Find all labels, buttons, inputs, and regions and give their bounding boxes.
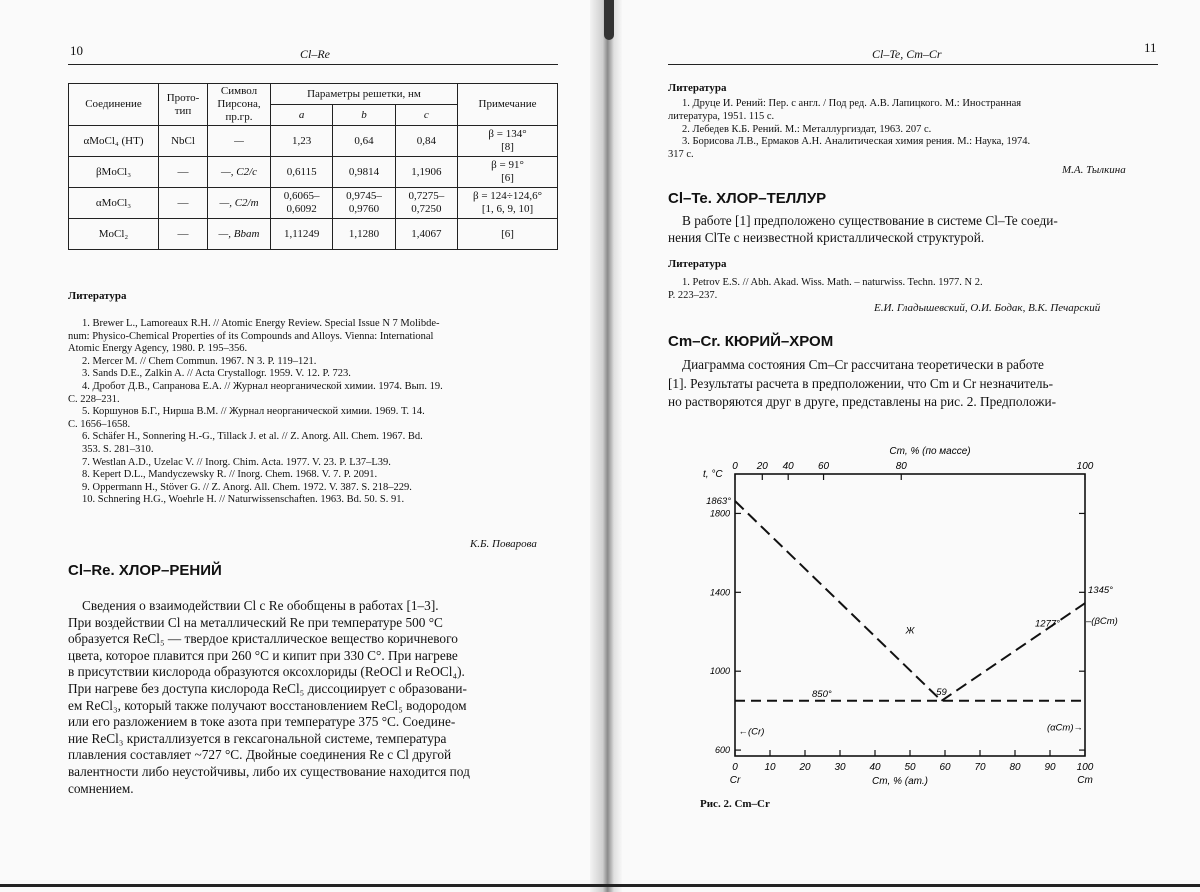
chart-annotation: (αCm)→ (1046, 722, 1083, 734)
table-body (69, 126, 558, 250)
text-line: 3. Борисова Л.В., Ермаков А.Н. Аналитическая химия рения. М.: Наука, 1974. (682, 136, 1031, 148)
text-line: 2. Mercer M. // Chem Commun. 1967. N 3. P. 119–121. (82, 355, 317, 367)
x-tick-label: 100 (1076, 762, 1094, 773)
y-tick-label: 600 (714, 745, 730, 756)
text-line: 1. Друце И. Рений: Пер. с англ. / Под ред. А.В. Лапицкого. М.: Иностранная (682, 98, 1022, 109)
literature-title-2: Литература (668, 258, 727, 270)
table-cell-c: 1,4067 (395, 219, 457, 250)
text-line: num: Physico-Chemical Properties of its Compounds and Alloys. Vienna: International (68, 330, 434, 342)
x-tick-label: 70 (974, 762, 986, 773)
top-tick-label: 80 (895, 461, 907, 472)
section-body-cl-re (68, 598, 558, 797)
text-line: С. 1656–1658. (68, 418, 131, 430)
x-tick-label: 30 (834, 762, 846, 773)
text-line: В работе [1] предположено существование в системе Cl–Te соеди- (682, 213, 1058, 228)
col-symbol: Символ Пирсона, пр.гр. (208, 84, 271, 126)
x-end-label-left: Cr (729, 775, 741, 786)
table-cell-compound: MoCl₂ (69, 219, 159, 250)
table-cell-note: β = 124÷124,6° [1, 6, 9, 10] (458, 188, 558, 219)
text-line: При нагреве без доступа кислорода ReCl₅ диссоциирует с образовани- (68, 680, 467, 696)
table-cell-prototype: NbCl (159, 126, 208, 157)
x-tick-label: 10 (764, 762, 776, 773)
table-cell-b: 0,9745– 0,9760 (333, 188, 395, 219)
chart-annotation: 59 (936, 686, 947, 698)
col-compound: Соединение (69, 84, 159, 126)
section-body-cl-te (668, 212, 1158, 246)
x-tick-label: 0 (732, 762, 738, 773)
series-line-0 (735, 501, 942, 701)
table-cell-a: 0,6065– 0,6092 (271, 188, 333, 219)
lattice-table (68, 83, 558, 250)
top-tick-label: 20 (756, 461, 768, 472)
top-tick-label: 60 (817, 461, 830, 472)
chart-annotation: Ж (905, 625, 915, 637)
chart-annotation: ←(Cr) (738, 726, 765, 738)
plot-frame (735, 474, 1085, 756)
text-line: 317 с. (668, 149, 694, 161)
table-cell-prototype: — (159, 219, 208, 250)
x-tick-label: 40 (869, 762, 881, 773)
page-number: 11 (1144, 40, 1157, 55)
table-cell-note: β = 134° [8] (458, 126, 558, 157)
text-line: валентности либо неустойчивы, либо их существование находится под (68, 763, 470, 779)
table-cell-c: 0,7275– 0,7250 (395, 188, 457, 219)
text-line: 3. Sands D.E., Zalkin A. // Acta Crystallogr. 1959. V. 12. P. 723. (82, 368, 351, 380)
table-cell-b: 1,1280 (333, 219, 395, 250)
section-title-cm-cr: Cm–Cr. КЮРИЙ–ХРОМ (668, 333, 834, 350)
x-tick-label: 90 (1044, 762, 1056, 773)
table-cell-a: 0,6115 (271, 157, 333, 188)
table-cell-a: 1,23 (271, 126, 333, 157)
text-line: литература, 1951. 115 с. (668, 110, 775, 122)
text-line: С. 228–231. (68, 393, 120, 405)
text-line: цвета, которое плавится при 260 °С и кипит при 330 С°. При нагреве (68, 647, 458, 663)
figure-caption: Рис. 2. Cm–Cr (700, 798, 770, 810)
author-signature: К.Б. Поварова (470, 538, 537, 550)
x-end-label-right: Cm (1077, 775, 1093, 786)
col-note: Примечание (458, 84, 558, 126)
text-line: P. 223–237. (668, 290, 718, 301)
author-signature-2: Е.И. Гладышевский, О.И. Бодак, В.К. Печарский (874, 302, 1101, 314)
running-head: Cl–Re (300, 47, 330, 61)
head-rule (68, 64, 558, 65)
table-cell-b: 0,64 (333, 126, 395, 157)
y-tick-label: 1800 (709, 508, 730, 519)
x-tick-label: 80 (1009, 762, 1021, 773)
reference-list-2 (668, 276, 1158, 302)
table-cell-a: 1,11249 (271, 219, 333, 250)
x-tick-label: 20 (799, 762, 811, 773)
text-line: 2. Лебедев К.Б. Рений. М.: Металлургиздат, 1963. 207 с. (682, 123, 932, 135)
literature-title: Литература (68, 290, 127, 302)
chart-annotation: 1345° (1088, 585, 1113, 597)
section-body-cm-cr (668, 356, 1158, 412)
table-cell-c: 0,84 (395, 126, 457, 157)
top-axis-label: Cm, % (по массе) (889, 446, 971, 457)
text-line: 1. Brewer L., Lamoreaux R.H. // Atomic Energy Review. Special Issue N 7 Molibde- (82, 318, 440, 329)
top-tick-label: 0 (732, 461, 738, 472)
text-line: 7. Westlan A.D., Uzelac V. // Inorg. Chim. Acta. 1977. V. 23. P. L37–L39. (82, 456, 391, 468)
col-c: c (395, 105, 457, 126)
x-tick-label: 60 (939, 762, 951, 773)
table-header-row (69, 84, 558, 105)
text-line: Диаграмма состояния Cm–Cr рассчитана теоретически в работе (682, 357, 1044, 372)
text-line: 353. S. 281–310. (82, 443, 154, 455)
text-line: образуется ReCl₅ — твердое кристаллическое вещество коричневого (68, 631, 458, 647)
col-prototype: Прото- тип (159, 84, 208, 126)
table-cell-c: 1,1906 (395, 157, 457, 188)
running-head: Cl–Te, Cm–Cr (872, 47, 942, 61)
table-cell-note: [6] (458, 219, 558, 250)
y-tick-label: 1000 (709, 666, 730, 677)
x-axis-label: Cm, % (ат.) (872, 776, 928, 787)
text-line: 1. Petrov E.S. // Abh. Akad. Wiss. Math. – naturwiss. Techn. 1977. N 2. (682, 277, 983, 288)
phase-diagram-chart (690, 436, 1120, 816)
chart-annotation: 850° (812, 688, 832, 700)
chart-annotation: 1863° (706, 496, 731, 508)
text-line: но растворяются друг в друге, представлены на рис. 2. Предположи- (668, 394, 1057, 409)
section-title-cl-te: Cl–Te. ХЛОР–ТЕЛЛУР (668, 190, 827, 207)
text-line: Сведения о взаимодействии Cl с Re обобщены в работах [1–3]. (82, 598, 439, 613)
page-number: 10 (70, 43, 83, 58)
table-row (69, 219, 558, 250)
chart-annotation: –(βCm) (1086, 616, 1118, 628)
y-tick-label: 1400 (709, 587, 730, 598)
text-line: 6. Schäfer H., Sonnering H.-G., Tillack J. et al. // Z. Anorg. All. Chem. 1967. Bd. (82, 431, 423, 443)
table-cell-symbol: —, Bbam (208, 219, 271, 250)
reference-list (668, 98, 1158, 162)
text-line: в присутствии кислорода образуются оксохлориды (ReOCl и ReOCl₄). (68, 664, 465, 680)
col-b: b (333, 105, 395, 126)
table-row (69, 188, 558, 219)
table-cell-compound: αMoCl₃ (69, 188, 159, 219)
table-row (69, 126, 558, 157)
col-a: a (271, 105, 333, 126)
text-line: нения ClTe с неизвестной кристаллической структурой. (668, 230, 985, 245)
text-line: 5. Коршунов Б.Г., Нирша В.М. // Журнал неорганической химии. 1969. Т. 14. (82, 406, 425, 418)
text-line: При воздействии Cl на металлический Re при температуре 500 °С (68, 614, 443, 630)
table-cell-symbol: — (208, 126, 271, 157)
chart-annotation: 1277° (1035, 618, 1060, 630)
reference-list (68, 318, 558, 507)
table-cell-compound: αMoCl₄ (НТ) (69, 126, 159, 157)
table-cell-symbol: —, C2/c (208, 157, 271, 188)
top-tick-label: 40 (782, 461, 794, 472)
text-line: сомнением. (68, 780, 134, 796)
text-line: [1]. Результаты расчета в предположении, что Cm и Cr незначитель- (668, 375, 1054, 391)
text-line: 10. Schnering H.G., Woehrle H. // Naturwissenschaften. 1963. Bd. 50. S. 91. (82, 494, 405, 506)
author-signature: М.А. Тылкина (1062, 164, 1126, 176)
table-cell-compound: βMoCl₃ (69, 157, 159, 188)
text-line: плавления составляет ~727 °С. Двойные соединения Re с Cl другой (68, 747, 452, 763)
text-line: или его разложением в токе азота при температуре 375 °С. Соедине- (68, 714, 456, 730)
table-row (69, 157, 558, 188)
text-line: ние ReCl₃ кристаллизуется в гексагональной системе, температура (68, 730, 447, 746)
text-line: 8. Kepert D.L., Mandyczewsky R. // Inorg. Chem. 1968. V. 7. P. 2091. (82, 469, 378, 481)
table-cell-note: β = 91° [6] (458, 157, 558, 188)
text-line: ем ReCl₃, который также получают восстановлением ReCl₅ водородом (68, 697, 467, 713)
table-cell-prototype: — (159, 188, 208, 219)
table-cell-b: 0,9814 (333, 157, 395, 188)
section-title-cl-re: Cl–Re. ХЛОР–РЕНИЙ (68, 562, 222, 579)
head-rule (668, 64, 1158, 65)
table-cell-prototype: — (159, 157, 208, 188)
y-axis-label: t, °C (703, 469, 723, 480)
top-tick-label: 100 (1076, 461, 1094, 472)
text-line: 4. Дробот Д.В., Сапранова Е.А. // Журнал неорганической химии. 1974. Вып. 19. (82, 380, 443, 392)
table-cell-symbol: —, C2/m (208, 188, 271, 219)
text-line: Atomic Energy Agency, 1980. P. 195–356. (68, 343, 248, 355)
literature-title: Литература (668, 82, 727, 94)
text-line: 9. Oppermann H., Stöver G. // Z. Anorg. All. Chem. 1972. V. 387. S. 218–229. (82, 481, 412, 493)
x-tick-label: 50 (904, 762, 916, 773)
series-line-1 (942, 603, 1086, 701)
col-params: Параметры решетки, нм (271, 84, 458, 105)
